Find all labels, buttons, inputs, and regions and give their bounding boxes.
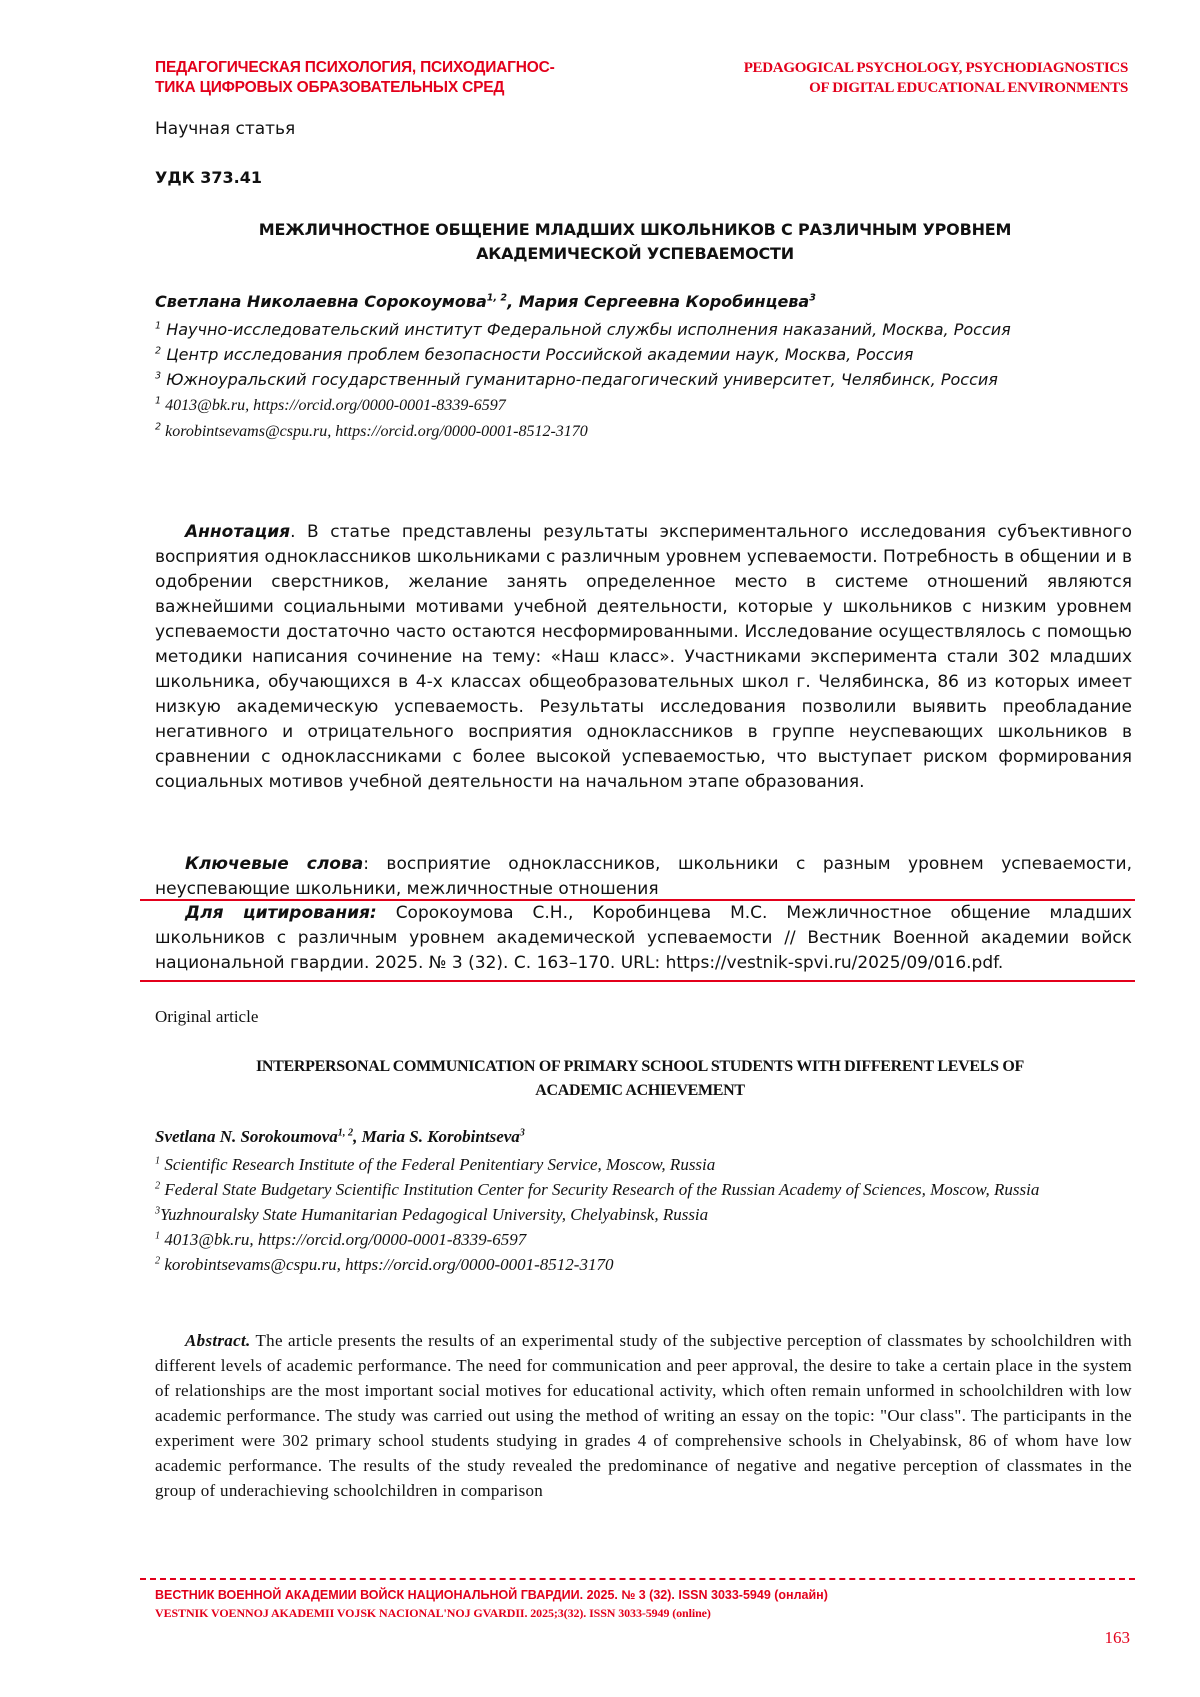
keywords-text-ru: : восприятие одноклассников, школьники с разным уровнем успеваемости, неуспевающие школьники, межличностные отношения <box>155 854 1133 899</box>
contact-2-en <box>155 1252 1132 1277</box>
author2-name-ru: Мария Сергеевна Коробинцева <box>518 292 810 311</box>
citation-label-ru: Для цитирования: <box>185 903 377 923</box>
affiliation-2-text-en: Federal State Budgetary Scientific Institution Center for Security Research of the Russian Academy of Sciences, Moscow, Russia <box>160 1180 1040 1199</box>
affiliation-3-en <box>155 1202 1132 1227</box>
affiliation-1-ru <box>155 317 1132 342</box>
affiliation-2-sup-ru: 2 <box>155 345 162 357</box>
affiliation-1-text-en: Scientific Research Institute of the Federal Penitentiary Service, Moscow, Russia <box>160 1155 716 1174</box>
affiliations-en <box>155 1152 1132 1277</box>
contact-2-sup-en: 2 <box>155 1255 161 1267</box>
running-header-en <box>648 58 1128 98</box>
running-header-ru-line2: ТИКА ЦИФРОВЫХ ОБРАЗОВАТЕЛЬНЫХ СРЕД <box>155 79 505 96</box>
running-header-ru <box>155 58 615 98</box>
article-title-ru-line1: МЕЖЛИЧНОСТНОЕ ОБЩЕНИЕ МЛАДШИХ ШКОЛЬНИКОВ С РАЗЛИЧНЫМ УРОВНЕМ <box>258 220 1012 239</box>
citation-text-ru: Сорокоумова С.Н., Коробинцева М.С. Межличностное общение младших школьников с различным уровнем академической успеваемости // Вестник Военной академии войск национальной гвардии. 2025. № 3 (32). С. 163–170. URL: https://vestnik-spvi.ru/2025/09/016.pdf. <box>155 903 1132 973</box>
affiliations-ru <box>155 317 1132 444</box>
affiliation-3-text-en: Yuzhnouralsky State Humanitarian Pedagogical University, Chelyabinsk, Russia <box>160 1205 709 1224</box>
article-title-en-line2: ACADEMIC ACHIEVEMENT <box>535 1082 745 1099</box>
contact-2-text-en: korobintsevams@cspu.ru, https://orcid.org/0000-0001-8512-3170 <box>160 1255 614 1274</box>
abstract-text-en: The article presents the results of an experimental study of the subjective perception of classmates by schoolchildren with different levels of academic performance. The need for communication and peer approval, the desire to take a certain place in the system of relationships are the most important social motives for educational activity, which often remain unformed in schoolchildren with low academic performance. The study was carried out using the method of writing an essay on the topic: "Our class". The participants in the experiment were 302 primary school students studying in grades 4 of comprehensive schools in Chelyabinsk, 86 of whom have low academic performance. The results of the study revealed the predominance of negative and negative perception of classmates in the group of underachieving schoolchildren in comparison <box>155 1331 1132 1500</box>
author1-name-en: Svetlana N. Sorokoumova <box>155 1127 338 1146</box>
affiliation-3-sup-en: 3 <box>155 1205 161 1217</box>
affiliation-2-en <box>155 1177 1132 1202</box>
contact-1-ru <box>155 392 1132 418</box>
keywords-ru <box>155 852 1132 902</box>
running-header-en-line1: PEDAGOGICAL PSYCHOLOGY, PSYCHODIAGNOSTICS <box>743 60 1128 76</box>
contact-2-text-ru: korobintsevams@cspu.ru, https://orcid.org/0000-0001-8512-3170 <box>161 423 588 440</box>
citation-divider-bottom <box>140 980 1135 982</box>
contact-1-text-en: 4013@bk.ru, https://orcid.org/0000-0001-8339-6597 <box>160 1230 527 1249</box>
affiliation-2-sup-en: 2 <box>155 1180 161 1192</box>
abstract-ru <box>155 520 1132 795</box>
article-title-ru-line2: АКАДЕМИЧЕСКОЙ УСПЕВАЕМОСТИ <box>476 244 794 263</box>
footer-divider <box>140 1578 1135 1580</box>
affiliation-1-sup-en: 1 <box>155 1155 161 1167</box>
authors-ru <box>155 292 816 311</box>
abstract-text-ru: . В статье представлены результаты экспериментального исследования субъективного восприятия одноклассников школьниками с различным уровнем успеваемости. Потребность в общении и в одобрении сверстников, желание занять определенное место в системе отношений являются важнейшими социальными мотивами учебной деятельности, которые у школьников с низким уровнем успеваемости достаточно часто остаются несформированными. Исследование осуществлялось с помощью методики написания сочинение на тему: «Наш класс». Участниками эксперимента стали 302 младших школьника, обучающихся в 4-х классах общеобразовательных школ г. Челябинска, 86 из которых имеет низкую академическую успеваемость. Результаты исследования позволили выявить преобладание негативного и отрицательного восприятия одноклассников в группе неуспевающих школьников в сравнении с одноклассниками с более высокой успеваемостью, что выступает риском формирования социальных мотивов учебной деятельности на начальном этапе образования. <box>155 522 1132 792</box>
article-title-ru <box>200 218 1070 266</box>
running-header-en-line2: OF DIGITAL EDUCATIONAL ENVIRONMENTS <box>809 80 1128 96</box>
keywords-label-ru: Ключевые слова <box>185 854 364 874</box>
affiliation-1-sup-ru: 1 <box>155 320 162 332</box>
article-title-en <box>160 1055 1120 1103</box>
affiliation-3-ru <box>155 367 1132 392</box>
affiliation-3-sup-ru: 3 <box>155 370 162 382</box>
abstract-label-en: Abstract. <box>185 1331 251 1350</box>
author-separator-en: , <box>353 1127 362 1146</box>
contact-1-text-ru: 4013@bk.ru, https://orcid.org/0000-0001-8339-6597 <box>161 397 506 414</box>
article-title-en-line1: INTERPERSONAL COMMUNICATION OF PRIMARY SCHOOL STUDENTS WITH DIFFERENT LEVELS OF <box>255 1058 1024 1075</box>
footer-journal-en: VESTNIK VOENNOJ AKADEMII VOJSK NACIONAL'NOJ GVARDII. 2025;3(32). ISSN 3033-5949 (online) <box>155 1606 711 1620</box>
page-number: 163 <box>1104 1628 1130 1647</box>
footer-journal-ru: ВЕСТНИК ВОЕННОЙ АКАДЕМИИ ВОЙСК НАЦИОНАЛЬНОЙ ГВАРДИИ. 2025. № 3 (32). ISSN 3033-5949 (онлайн) <box>155 1588 828 1602</box>
affiliation-3-text-ru: Южноуральский государственный гуманитарно-педагогический университет, Челябинск, Россия <box>161 370 998 389</box>
author2-name-en: Maria S. Korobintseva <box>361 1127 520 1146</box>
affiliation-2-ru <box>155 342 1132 367</box>
author2-sup-ru: 3 <box>809 292 816 304</box>
running-header-ru-line1: ПЕДАГОГИЧЕСКАЯ ПСИХОЛОГИЯ, ПСИХОДИАГНОС- <box>155 59 555 76</box>
contact-2-ru <box>155 418 1132 444</box>
contact-2-sup-ru: 2 <box>155 421 162 433</box>
author-separator-ru: , <box>507 292 519 311</box>
author1-sup-en: 1, 2 <box>337 1127 354 1139</box>
article-type-en: Original article <box>155 1007 259 1026</box>
udk-code: УДК 373.41 <box>155 168 262 187</box>
affiliation-1-text-ru: Научно-исследовательский институт Федеральной службы исполнения наказаний, Москва, Россия <box>161 320 1011 339</box>
contact-1-en <box>155 1227 1132 1252</box>
authors-en <box>155 1127 525 1147</box>
author1-sup-ru: 1, 2 <box>486 292 508 304</box>
author1-name-ru: Светлана Николаевна Сорокоумова <box>155 292 487 311</box>
affiliation-2-text-ru: Центр исследования проблем безопасности Российской академии наук, Москва, Россия <box>161 345 914 364</box>
article-type-ru: Научная статья <box>155 119 296 139</box>
abstract-label-ru: Аннотация <box>185 522 291 542</box>
author2-sup-en: 3 <box>519 1127 525 1139</box>
contact-1-sup-ru: 1 <box>155 395 162 407</box>
abstract-en <box>155 1328 1132 1503</box>
citation-ru <box>155 901 1132 976</box>
contact-1-sup-en: 1 <box>155 1230 161 1242</box>
affiliation-1-en <box>155 1152 1132 1177</box>
